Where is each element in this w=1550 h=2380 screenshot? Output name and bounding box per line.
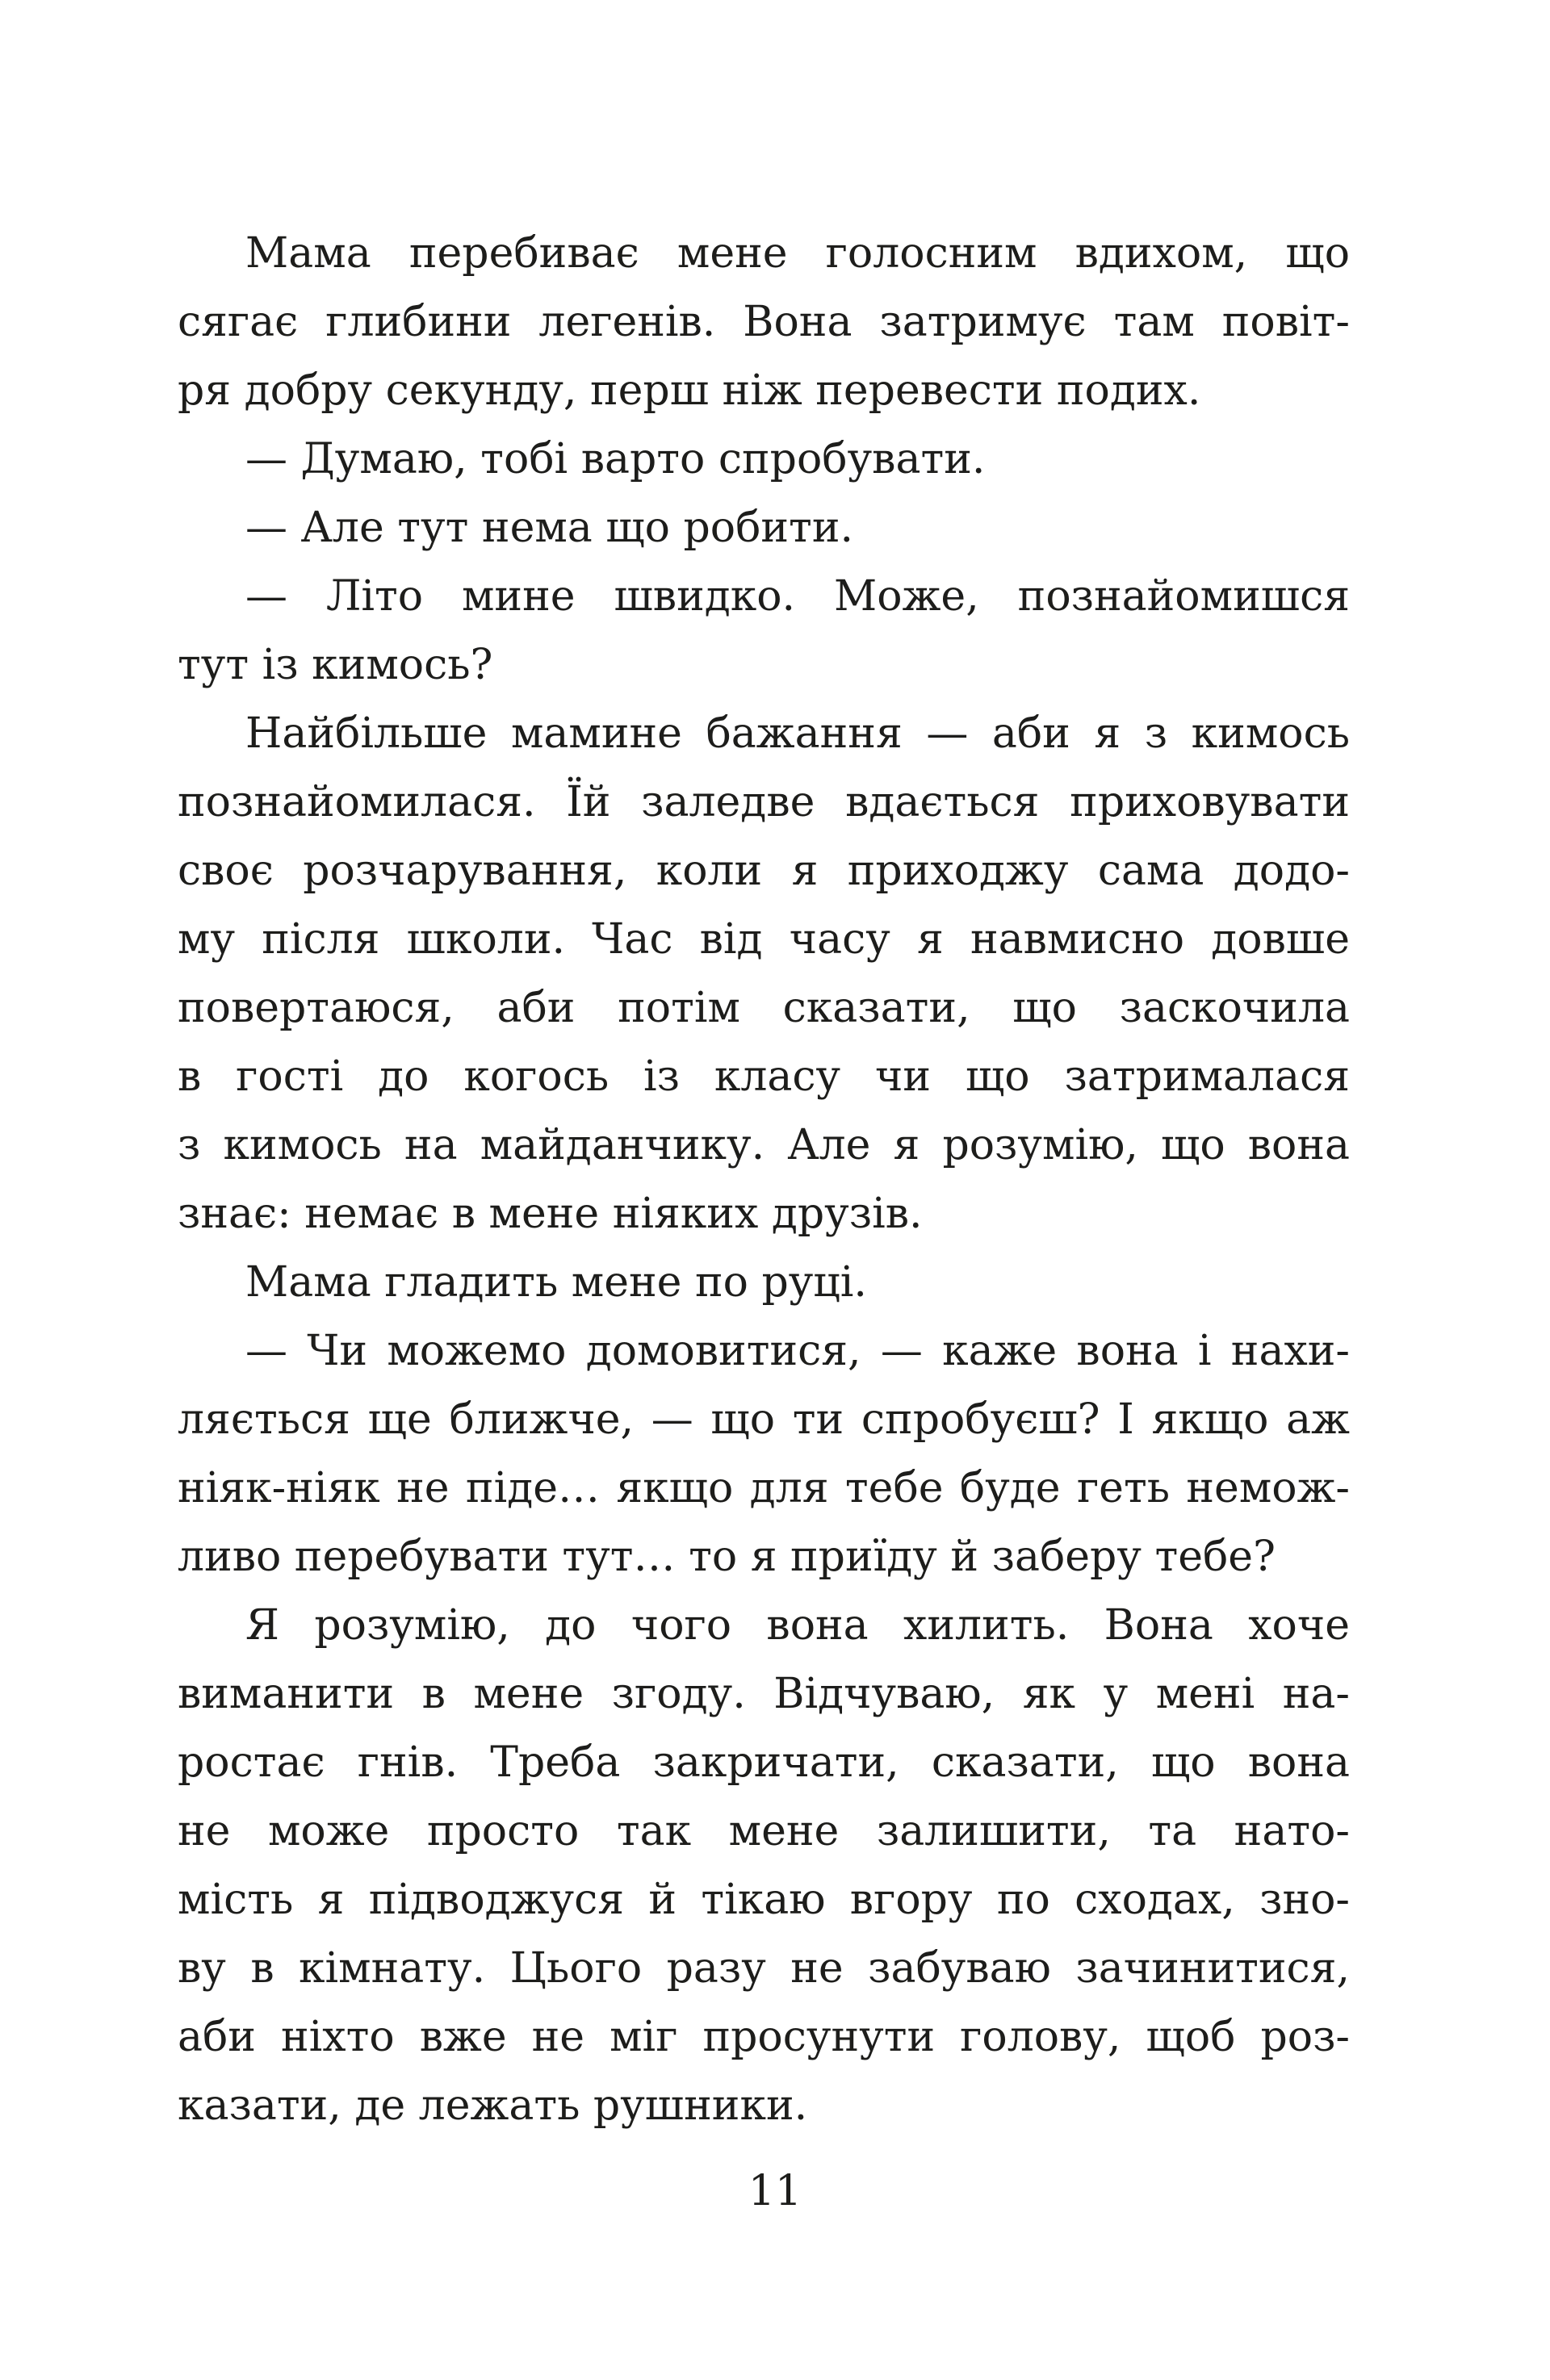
text-line: Я розумію, до чого вона хилить. Вона хоче — [245, 1601, 1350, 1650]
text-line: сягає глибини легенів. Вона затримує там повіт- — [178, 298, 1350, 346]
text-line: виманити в мене згоду. Відчуваю, як у мені на- — [178, 1670, 1350, 1718]
text-line: казати, де лежать рушники. — [178, 2081, 808, 2130]
text-line: ря добру секунду, перш ніж перевести подих. — [178, 366, 1201, 415]
text-line: своє розчарування, коли я приходжу сама додо- — [178, 847, 1350, 895]
text-line: мість я підводжуся й тікаю вгору по сходах, зно- — [178, 1876, 1350, 1924]
text-line: Мама перебиває мене голосним вдихом, що — [245, 229, 1350, 278]
text-line: Мама гладить мене по руці. — [245, 1258, 867, 1307]
text-line: ляється ще ближче, — що ти спробуєш? І якщо аж — [178, 1395, 1350, 1444]
text-line: — Але тут нема що робити. — [245, 504, 854, 552]
text-line: му після школи. Час від часу я навмисно довше — [178, 915, 1350, 964]
text-line: повертаюся, аби потім сказати, що заскочила — [178, 984, 1350, 1032]
page-body — [178, 220, 1350, 2140]
text-line: не може просто так мене залишити, та нато- — [178, 1807, 1350, 1855]
text-line: ніяк-ніяк не піде… якщо для тебе буде геть немож- — [178, 1464, 1350, 1512]
text-line: Найбільше мамине бажання — аби я з кимось — [245, 709, 1350, 758]
page-number: 11 — [748, 2167, 802, 2215]
text-line: познайомилася. Їй заледве вдається приховувати — [178, 778, 1350, 826]
text-line: — Чи можемо домовитися, — каже вона і нахи- — [245, 1327, 1350, 1375]
text-line: в гості до когось із класу чи що затрималася — [178, 1052, 1350, 1101]
text-line: — Думаю, тобі варто спробувати. — [245, 435, 986, 483]
text-line: знає: немає в мене ніяких друзів. — [178, 1190, 923, 1238]
text-line: з кимось на майданчику. Але я розумію, що вона — [178, 1121, 1350, 1169]
text-line: тут із кимось? — [178, 641, 493, 689]
text-line: ливо перебувати тут… то я приїду й заберу тебе? — [178, 1533, 1276, 1581]
text-line: — Літо мине швидко. Може, познайомишся — [245, 572, 1350, 621]
text-line: ростає гнів. Треба закричати, сказати, що вона — [178, 1738, 1350, 1787]
text-line: аби ніхто вже не міг просунути голову, щоб роз- — [178, 2013, 1350, 2061]
text-line: ву в кімнату. Цього разу не забуваю зачинитися, — [178, 1944, 1350, 1993]
